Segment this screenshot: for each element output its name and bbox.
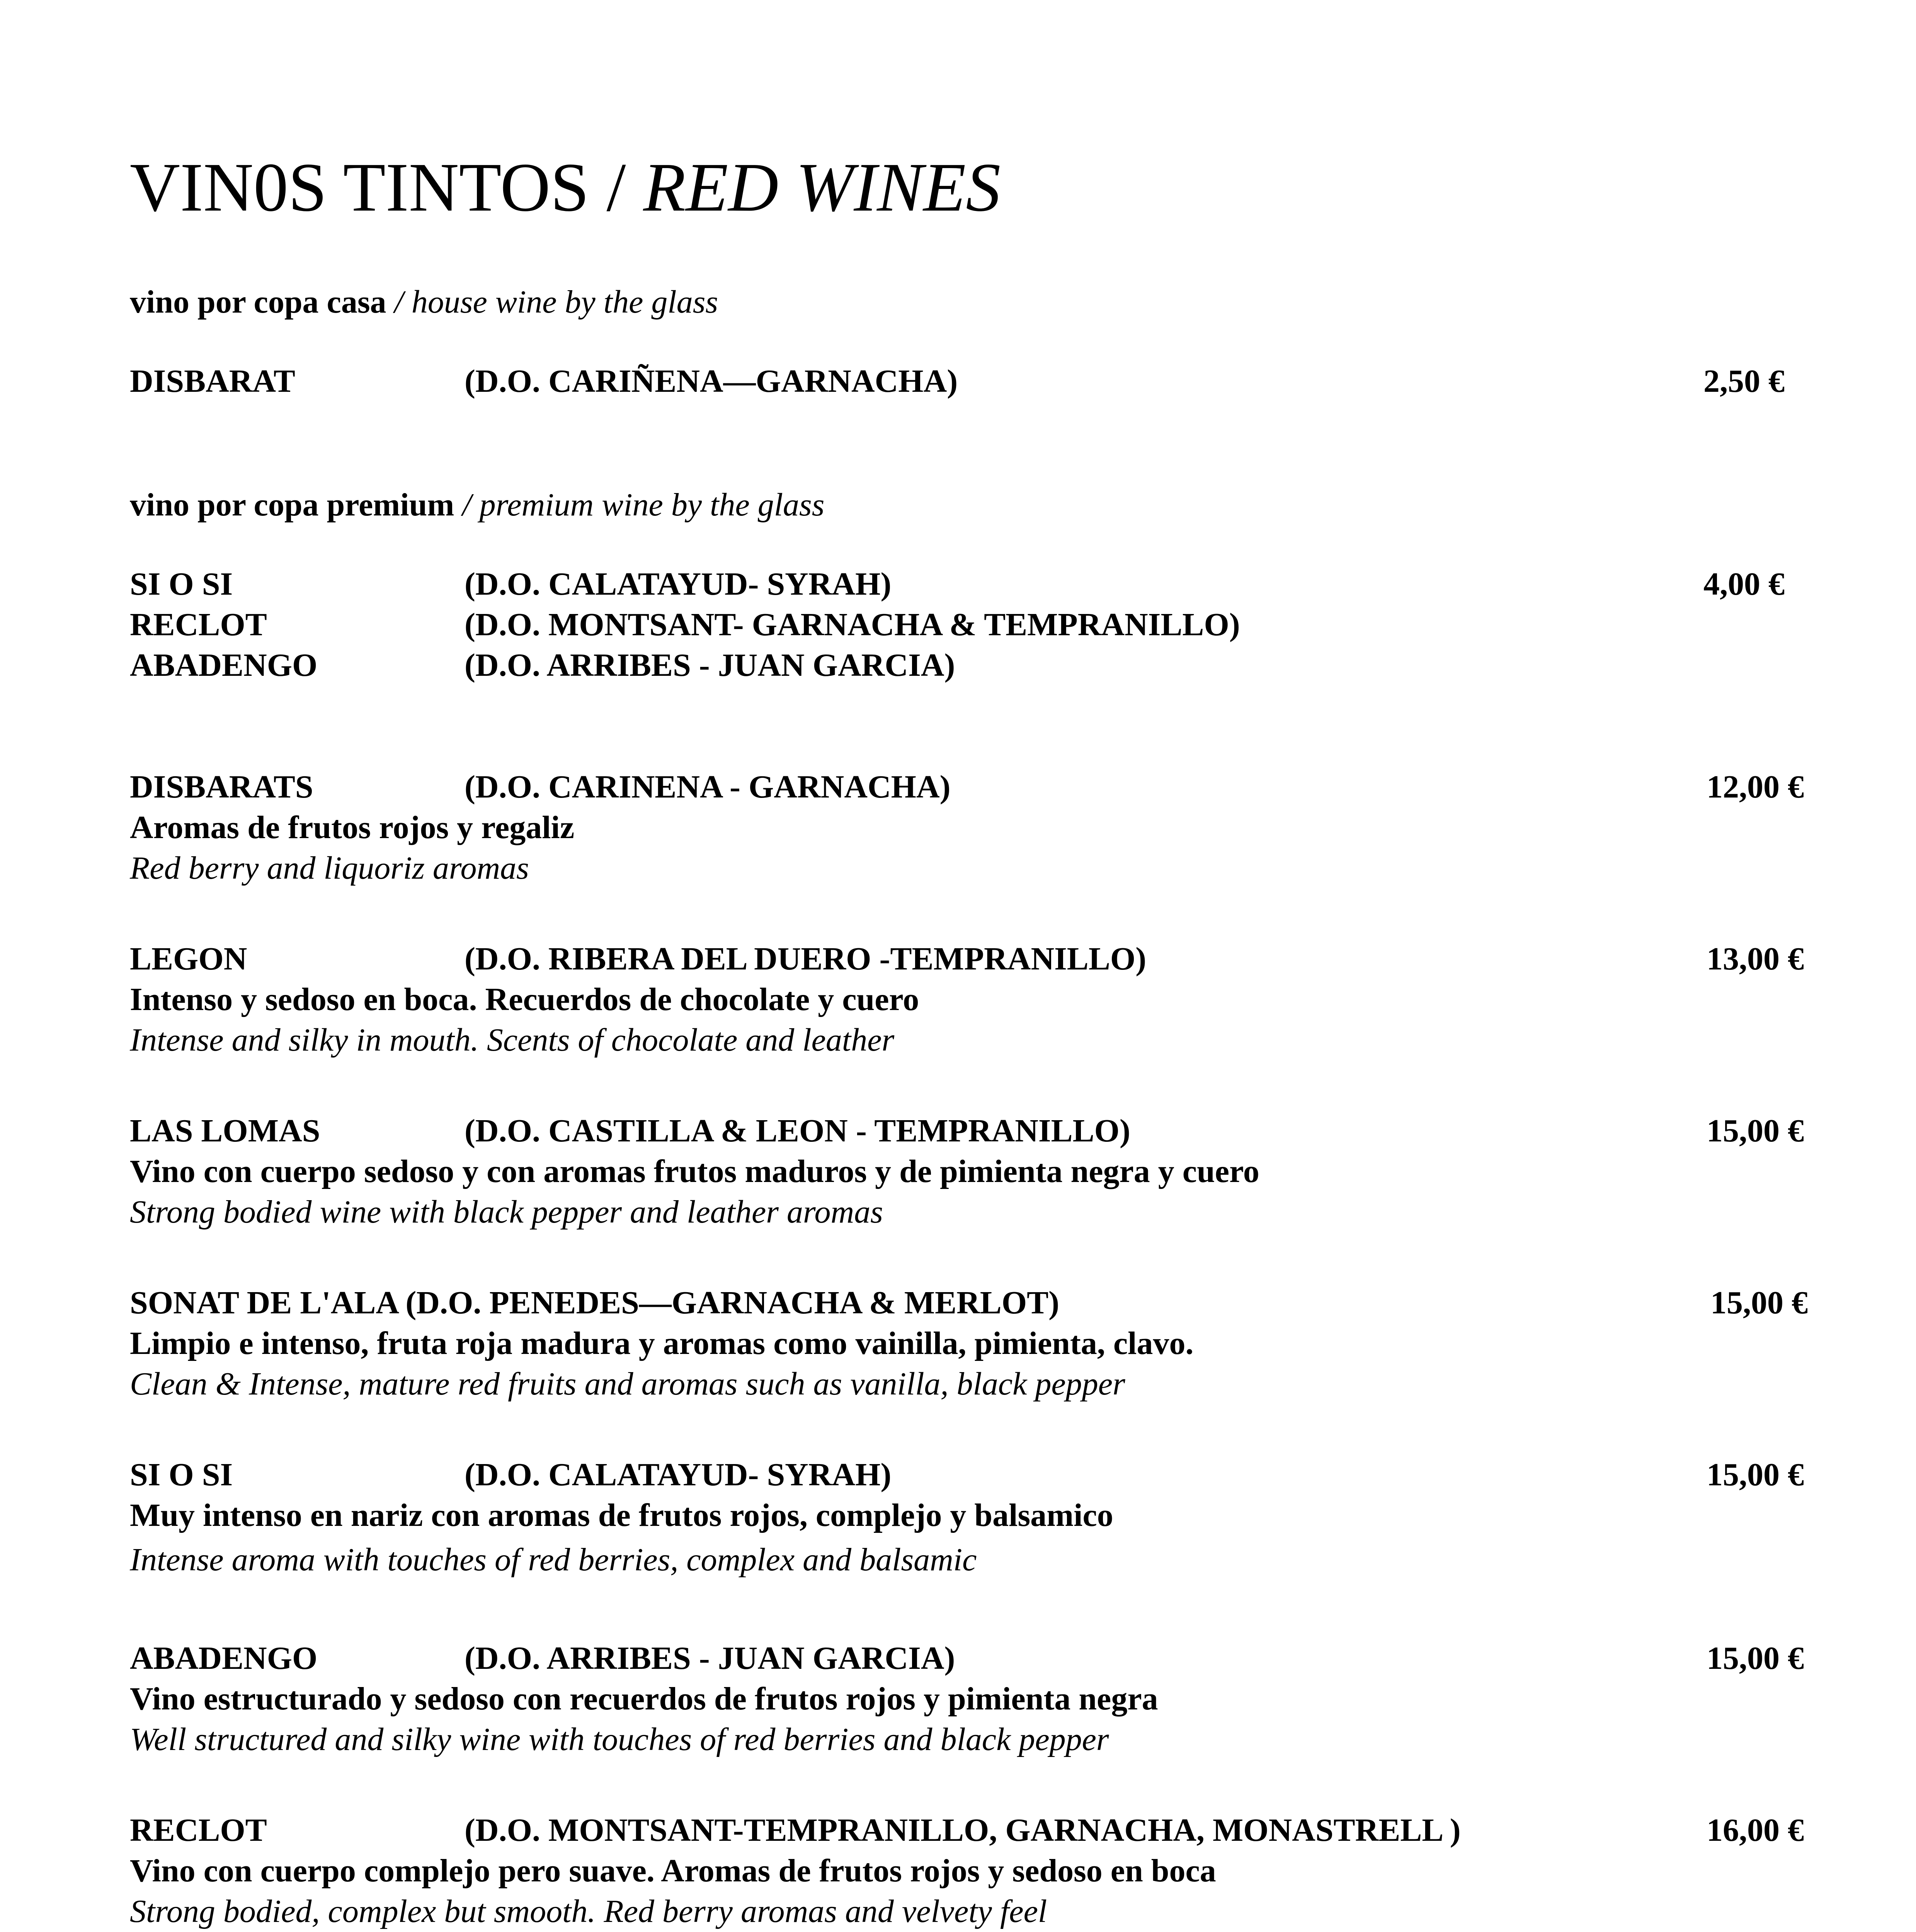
premium-wine-origin: (D.O. ARRIBES - JUAN GARCIA) [465, 647, 955, 683]
house-glass-heading [130, 286, 718, 318]
bottle-price: 15,00 € [1707, 1113, 1804, 1149]
title-main: VIN0S TINTOS / [130, 149, 643, 226]
bottle-origin: (D.O. CASTILLA & LEON - TEMPRANILLO) [465, 1113, 1130, 1149]
premium-glass-heading [130, 489, 824, 521]
bottle-desc-en: Red berry and liquoriz aromas [130, 850, 529, 886]
house-wine-origin: (D.O. CARIÑENA—GARNACHA) [465, 363, 958, 399]
bottle-name: LAS LOMAS [130, 1113, 320, 1149]
bottle-origin: (D.O. CALATAYUD- SYRAH) [465, 1457, 892, 1493]
bottle-price: 12,00 € [1707, 769, 1804, 805]
house-wine-price: 2,50 € [1703, 363, 1785, 399]
bottle-price: 16,00 € [1707, 1812, 1804, 1848]
bottle-desc-en: Clean & Intense, mature red fruits and aromas such as vanilla, black pepper [130, 1366, 1125, 1402]
bottle-desc-en: Intense and silky in mouth. Scents of chocolate and leather [130, 1022, 895, 1058]
bottle-desc-es: Limpio e intenso, fruta roja madura y aromas como vainilla, pimienta, clavo. [130, 1325, 1194, 1361]
bottle-name: ABADENGO [130, 1640, 318, 1676]
bottle-desc-es: Vino con cuerpo complejo pero suave. Aromas de frutos rojos y sedoso en boca [130, 1853, 1216, 1889]
bottle-price: 15,00 € [1707, 1457, 1804, 1493]
bottle-desc-es: Muy intenso en nariz con aromas de frutos rojos, complejo y balsamico [130, 1497, 1113, 1533]
bottle-name: DISBARATS [130, 769, 313, 805]
bottle-desc-en: Strong bodied, complex but smooth. Red berry aromas and velvety feel [130, 1893, 1047, 1929]
premium-glass-translation: / premium wine by the glass [454, 487, 825, 523]
bottle-desc-en: Intense aroma with touches of red berries, complex and balsamic [130, 1542, 977, 1578]
bottle-price: 15,00 € [1707, 1640, 1804, 1676]
house-glass-label: vino por copa casa [130, 284, 386, 320]
premium-wine-name: RECLOT [130, 607, 267, 643]
house-wine-name: DISBARAT [130, 363, 295, 399]
premium-wine-name: SI O SI [130, 566, 233, 602]
premium-wine-origin: (D.O. MONTSANT- GARNACHA & TEMPRANILLO) [465, 607, 1240, 643]
bottle-desc-es: Vino con cuerpo sedoso y con aromas frutos maduros y de pimienta negra y cuero [130, 1153, 1259, 1189]
bottle-origin: (D.O. CARINENA - GARNACHA) [465, 769, 951, 805]
bottle-price: 15,00 € [1710, 1285, 1808, 1321]
premium-glass-label: vino por copa premium [130, 487, 454, 523]
bottle-name: RECLOT [130, 1812, 267, 1848]
bottle-name: LEGON [130, 941, 247, 977]
page-title [130, 149, 1001, 226]
bottle-origin: (D.O. ARRIBES - JUAN GARCIA) [465, 1640, 955, 1676]
house-glass-translation: / house wine by the glass [386, 284, 718, 320]
bottle-name: SI O SI [130, 1457, 233, 1493]
bottle-desc-en: Strong bodied wine with black pepper and leather aromas [130, 1194, 883, 1230]
bottle-desc-en: Well structured and silky wine with touches of red berries and black pepper [130, 1721, 1109, 1757]
bottle-name: SONAT DE L'ALA (D.O. PENEDES—GARNACHA & MERLOT) [130, 1285, 1060, 1321]
title-italic: RED WINES [643, 149, 1001, 226]
bottle-origin: (D.O. RIBERA DEL DUERO -TEMPRANILLO) [465, 941, 1147, 977]
premium-wine-origin: (D.O. CALATAYUD- SYRAH) [465, 566, 892, 602]
bottle-price: 13,00 € [1707, 941, 1804, 977]
premium-wine-price: 4,00 € [1703, 566, 1785, 602]
bottle-desc-es: Aromas de frutos rojos y regaliz [130, 810, 575, 845]
premium-wine-name: ABADENGO [130, 647, 318, 683]
bottle-origin: (D.O. MONTSANT-TEMPRANILLO, GARNACHA, MONASTRELL ) [465, 1812, 1461, 1848]
bottle-desc-es: Intenso y sedoso en boca. Recuerdos de chocolate y cuero [130, 981, 919, 1017]
bottle-desc-es: Vino estructurado y sedoso con recuerdos de frutos rojos y pimienta negra [130, 1681, 1158, 1717]
